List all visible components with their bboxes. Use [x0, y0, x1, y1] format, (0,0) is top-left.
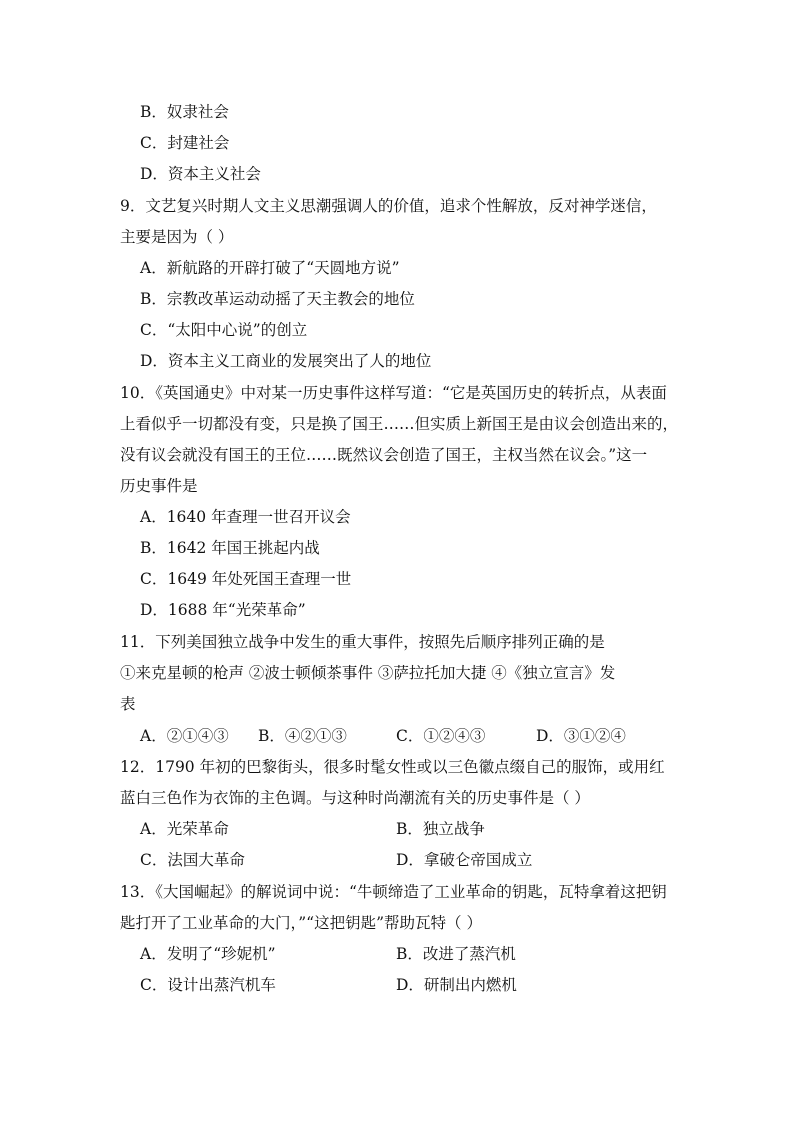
option-a: A．光荣革命 — [140, 820, 229, 838]
option-b: B．宗教改革运动动摇了天主教会的地位 — [140, 290, 415, 308]
question-stem-line: 没有议会就没有国王的王位……既然议会创造了国王，主权当然在议会。”这一 — [120, 446, 648, 464]
option-d: D．研制出内燃机 — [396, 976, 517, 994]
question-stem-line: 上看似乎一切都没有变，只是换了国王……但实质上新国王是由议会创造出来的， — [120, 415, 679, 433]
question-stem-line: 表 — [120, 695, 136, 713]
option-d: D．③①②④ — [536, 727, 626, 745]
option-a: A．②①④③ — [140, 727, 229, 745]
option-a: A．新航路的开辟打破了“天圆地方说” — [140, 259, 400, 277]
option-c: C．“太阳中心说”的创立 — [140, 321, 308, 339]
question-stem-line: ①来克星顿的枪声 ②波士顿倾茶事件 ③萨拉托加大捷 ④《独立宣言》发 — [120, 664, 616, 682]
option-c: C．设计出蒸汽机车 — [140, 976, 276, 994]
option-b: B．1642 年国王挑起内战 — [140, 539, 320, 557]
option-c: C．1649 年处死国王查理一世 — [140, 570, 352, 588]
option-c: C．①②④③ — [396, 727, 486, 745]
option-b: B．奴隶社会 — [140, 103, 229, 121]
question-stem-line: 9．文艺复兴时期人文主义思潮强调人的价值，追求个性解放，反对神学迷信， — [120, 197, 657, 215]
question-stem-line: 10．《英国通史》中对某一历史事件这样写道：“它是英国历史的转折点，从表面 — [120, 384, 667, 402]
option-c: C．封建社会 — [140, 134, 230, 152]
question-stem-line: 主要是因为（ ） — [120, 228, 234, 246]
question-stem-line: 历史事件是 — [120, 477, 198, 495]
option-b: B．④②①③ — [258, 727, 347, 745]
question-stem-line: 匙打开了工业革命的大门，”“这把钥匙”帮助瓦特（ ） — [120, 914, 482, 932]
option-b: B．独立战争 — [396, 820, 485, 838]
option-d: D．资本主义工商业的发展突出了人的地位 — [140, 352, 432, 370]
option-a: A．1640 年查理一世召开议会 — [140, 508, 351, 526]
question-stem-line: 13．《大国崛起》的解说词中说：“牛顿缔造了工业革命的钥匙，瓦特拿着这把钥 — [120, 883, 667, 901]
option-d: D．拿破仑帝国成立 — [396, 851, 533, 869]
option-b: B．改进了蒸汽机 — [396, 945, 516, 963]
question-stem-line: 蓝白三色作为衣饰的主色调。与这种时尚潮流有关的历史事件是（ ） — [120, 789, 590, 807]
option-d: D．1688 年“光荣革命” — [140, 601, 306, 619]
option-c: C．法国大革命 — [140, 851, 245, 869]
question-stem-line: 11．下列美国独立战争中发生的重大事件，按照先后顺序排列正确的是 — [120, 633, 605, 651]
question-stem-line: 12．1790 年初的巴黎街头，很多时髦女性或以三色徽点缀自己的服饰，或用红 — [120, 758, 665, 776]
option-a: A．发明了“珍妮机” — [140, 945, 276, 963]
option-d: D．资本主义社会 — [140, 165, 261, 183]
